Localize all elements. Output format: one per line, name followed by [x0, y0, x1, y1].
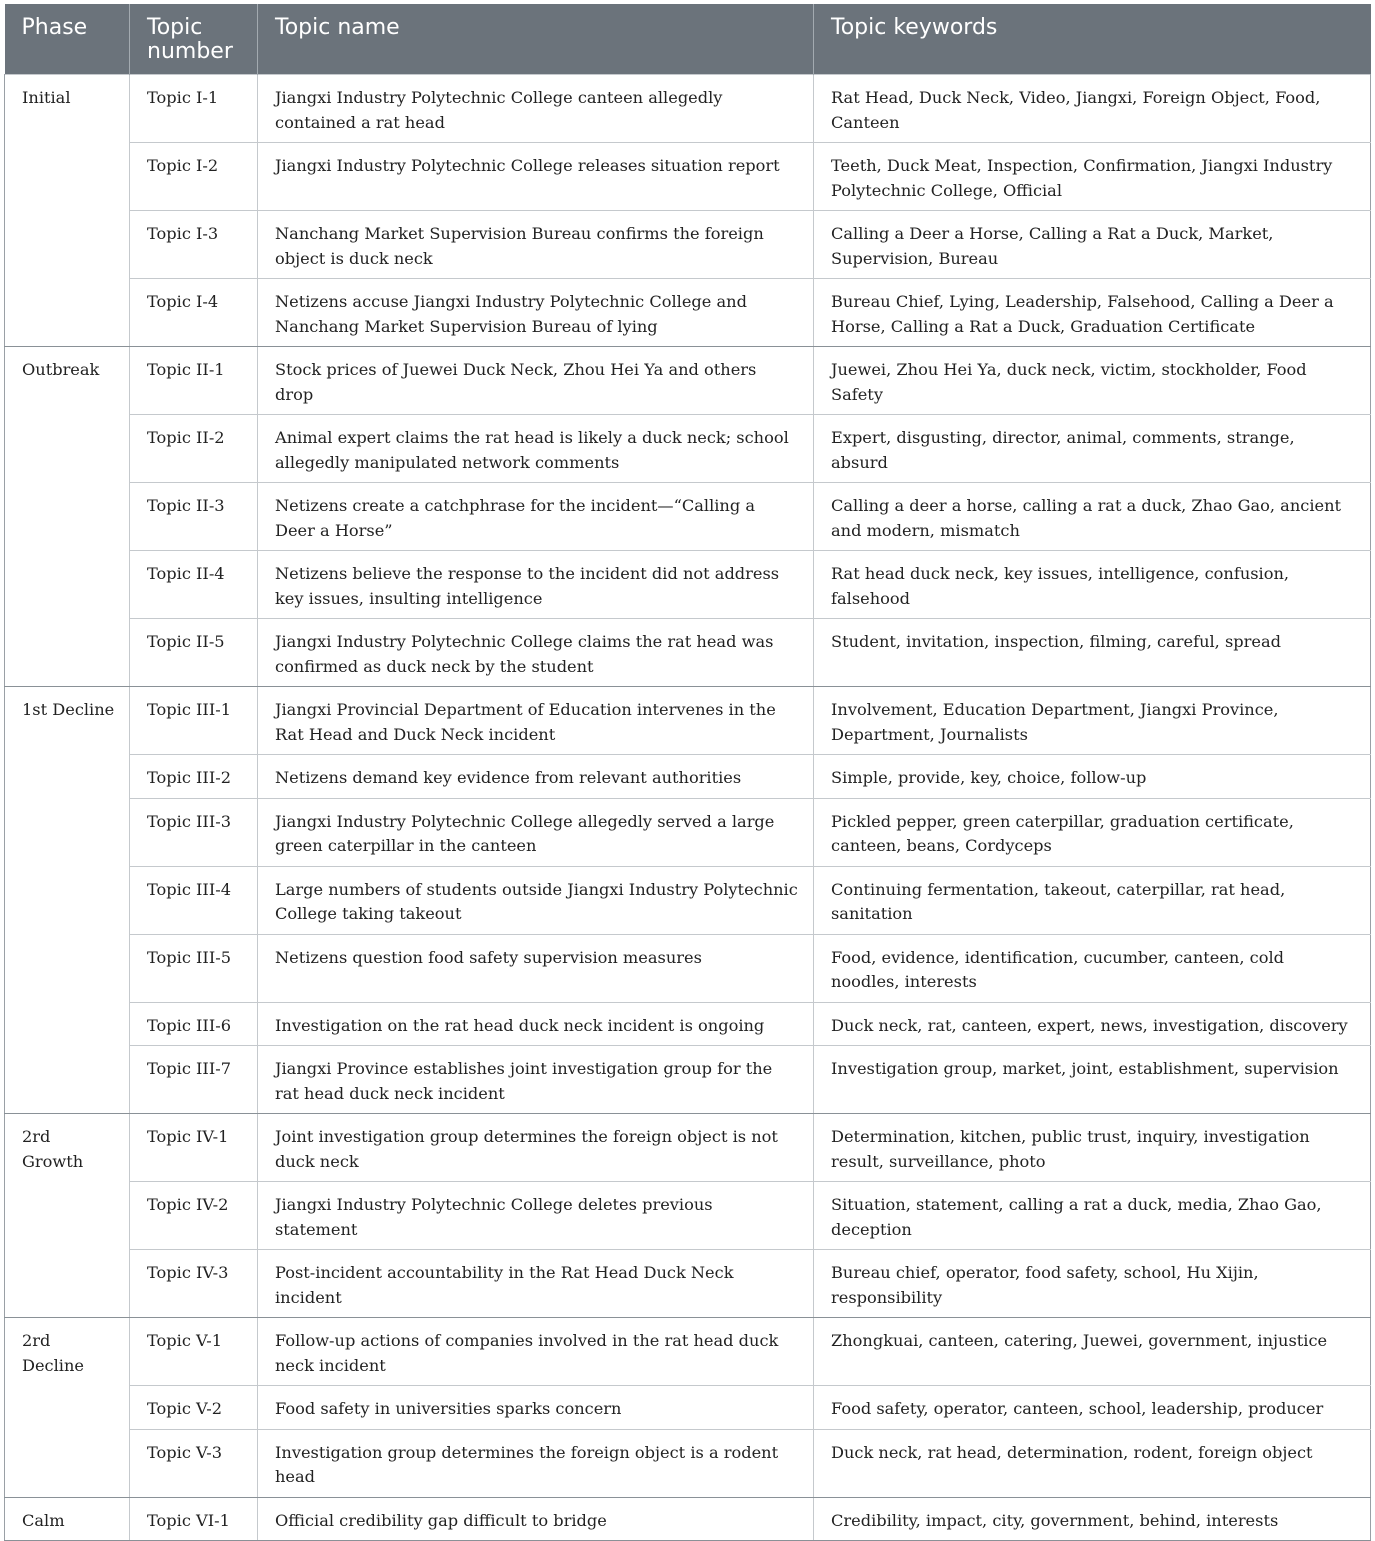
topic-keywords-cell: Determination, kitchen, public trust, inquiry, investigation result, surveillance, photo: [814, 1114, 1371, 1182]
table-row: [5, 551, 1371, 619]
topic-number-cell: Topic V-3: [130, 1429, 258, 1497]
header-topic-number: Topic number: [130, 4, 258, 75]
table-row: [5, 75, 1371, 143]
topic-keywords-cell: Bureau Chief, Lying, Leadership, Falsehood, Calling a Deer a Horse, Calling a Rat a Duck, Graduation Certificate: [814, 279, 1371, 347]
topic-keywords-cell: Calling a deer a horse, calling a rat a duck, Zhao Gao, ancient and modern, mismatch: [814, 483, 1371, 551]
topic-number-cell: Topic I-4: [130, 279, 258, 347]
topic-name-cell: Jiangxi Provincial Department of Education intervenes in the Rat Head and Duck Neck incident: [258, 687, 814, 755]
topic-keywords-cell: Duck neck, rat head, determination, rodent, foreign object: [814, 1429, 1371, 1497]
topic-number-cell: Topic III-1: [130, 687, 258, 755]
topic-name-cell: Netizens create a catchphrase for the incident—“Calling a Deer a Horse”: [258, 483, 814, 551]
table-row: [5, 483, 1371, 551]
topic-number-cell: Topic VI-1: [130, 1497, 258, 1541]
topic-name-cell: Netizens accuse Jiangxi Industry Polytechnic College and Nanchang Market Supervision Bureau of lying: [258, 279, 814, 347]
topic-name-cell: Joint investigation group determines the foreign object is not duck neck: [258, 1114, 814, 1182]
topic-name-cell: Jiangxi Industry Polytechnic College releases situation report: [258, 143, 814, 211]
table-row: [5, 687, 1371, 755]
topic-number-cell: Topic II-1: [130, 347, 258, 415]
table-row: [5, 798, 1371, 866]
topic-name-cell: Large numbers of students outside Jiangxi Industry Polytechnic College taking takeout: [258, 866, 814, 934]
table-row: [5, 1429, 1371, 1497]
topic-number-cell: Topic IV-3: [130, 1250, 258, 1318]
table-body: [5, 75, 1371, 1541]
topic-keywords-cell: Student, invitation, inspection, filming, careful, spread: [814, 619, 1371, 687]
table-row: [5, 1386, 1371, 1430]
topics-table: [4, 4, 1371, 1541]
topic-keywords-cell: Food, evidence, identification, cucumber, canteen, cold noodles, interests: [814, 934, 1371, 1002]
topic-name-cell: Jiangxi Industry Polytechnic College canteen allegedly contained a rat head: [258, 75, 814, 143]
topic-keywords-cell: Zhongkuai, canteen, catering, Juewei, government, injustice: [814, 1318, 1371, 1386]
header-topic-keywords: Topic keywords: [814, 4, 1371, 75]
table-row: [5, 1182, 1371, 1250]
topic-number-cell: Topic II-3: [130, 483, 258, 551]
topic-keywords-cell: Continuing fermentation, takeout, caterpillar, rat head, sanitation: [814, 866, 1371, 934]
topic-number-cell: Topic II-4: [130, 551, 258, 619]
topic-keywords-cell: Juewei, Zhou Hei Ya, duck neck, victim, stockholder, Food Safety: [814, 347, 1371, 415]
topic-name-cell: Investigation group determines the foreign object is a rodent head: [258, 1429, 814, 1497]
topic-name-cell: Food safety in universities sparks concern: [258, 1386, 814, 1430]
topic-name-cell: Netizens believe the response to the incident did not address key issues, insulting intelligence: [258, 551, 814, 619]
table-row: [5, 1318, 1371, 1386]
topic-number-cell: Topic I-3: [130, 211, 258, 279]
topic-name-cell: Jiangxi Industry Polytechnic College deletes previous statement: [258, 1182, 814, 1250]
table-row: [5, 934, 1371, 1002]
topic-number-cell: Topic IV-2: [130, 1182, 258, 1250]
table-row: [5, 347, 1371, 415]
topic-name-cell: Netizens demand key evidence from relevant authorities: [258, 755, 814, 799]
topic-number-cell: Topic III-6: [130, 1002, 258, 1046]
table-row: [5, 143, 1371, 211]
topic-number-cell: Topic III-4: [130, 866, 258, 934]
table-row: [5, 279, 1371, 347]
phase-cell: Calm: [5, 1497, 130, 1541]
topic-keywords-cell: Situation, statement, calling a rat a duck, media, Zhao Gao, deception: [814, 1182, 1371, 1250]
table-row: [5, 415, 1371, 483]
topic-number-cell: Topic IV-1: [130, 1114, 258, 1182]
topic-keywords-cell: Involvement, Education Department, Jiangxi Province, Department, Journalists: [814, 687, 1371, 755]
topic-name-cell: Netizens question food safety supervision measures: [258, 934, 814, 1002]
topic-keywords-cell: Rat Head, Duck Neck, Video, Jiangxi, Foreign Object, Food, Canteen: [814, 75, 1371, 143]
topic-name-cell: Jiangxi Province establishes joint investigation group for the rat head duck neck incident: [258, 1046, 814, 1114]
topic-number-cell: Topic II-2: [130, 415, 258, 483]
topic-name-cell: Jiangxi Industry Polytechnic College claims the rat head was confirmed as duck neck by the student: [258, 619, 814, 687]
table-row: [5, 1250, 1371, 1318]
topic-keywords-cell: Investigation group, market, joint, establishment, supervision: [814, 1046, 1371, 1114]
topic-keywords-cell: Food safety, operator, canteen, school, leadership, producer: [814, 1386, 1371, 1430]
table-row: [5, 1497, 1371, 1541]
table-row: [5, 1114, 1371, 1182]
topic-name-cell: Nanchang Market Supervision Bureau confirms the foreign object is duck neck: [258, 211, 814, 279]
header-topic-name: Topic name: [258, 4, 814, 75]
topic-keywords-cell: Expert, disgusting, director, animal, comments, strange, absurd: [814, 415, 1371, 483]
topic-name-cell: Stock prices of Juewei Duck Neck, Zhou Hei Ya and others drop: [258, 347, 814, 415]
topic-keywords-cell: Teeth, Duck Meat, Inspection, Confirmation, Jiangxi Industry Polytechnic College, Official: [814, 143, 1371, 211]
table-row: [5, 866, 1371, 934]
topic-name-cell: Animal expert claims the rat head is likely a duck neck; school allegedly manipulated network comments: [258, 415, 814, 483]
phase-cell: 2rd Growth: [5, 1114, 130, 1318]
phase-cell: 2rd Decline: [5, 1318, 130, 1498]
topic-keywords-cell: Calling a Deer a Horse, Calling a Rat a Duck, Market, Supervision, Bureau: [814, 211, 1371, 279]
phase-cell: Initial: [5, 75, 130, 347]
topic-keywords-cell: Credibility, impact, city, government, behind, interests: [814, 1497, 1371, 1541]
topic-name-cell: Post-incident accountability in the Rat Head Duck Neck incident: [258, 1250, 814, 1318]
topic-keywords-cell: Bureau chief, operator, food safety, school, Hu Xijin, responsibility: [814, 1250, 1371, 1318]
topic-number-cell: Topic III-2: [130, 755, 258, 799]
phase-cell: Outbreak: [5, 347, 130, 687]
topic-number-cell: Topic V-2: [130, 1386, 258, 1430]
topic-number-cell: Topic V-1: [130, 1318, 258, 1386]
table-row: [5, 1046, 1371, 1114]
header-row: [5, 4, 1371, 75]
topic-name-cell: Jiangxi Industry Polytechnic College allegedly served a large green caterpillar in the canteen: [258, 798, 814, 866]
table-row: [5, 755, 1371, 799]
topic-name-cell: Official credibility gap difficult to bridge: [258, 1497, 814, 1541]
table-row: [5, 619, 1371, 687]
topic-number-cell: Topic II-5: [130, 619, 258, 687]
topic-keywords-cell: Rat head duck neck, key issues, intelligence, confusion, falsehood: [814, 551, 1371, 619]
topic-keywords-cell: Duck neck, rat, canteen, expert, news, investigation, discovery: [814, 1002, 1371, 1046]
topic-name-cell: Investigation on the rat head duck neck incident is ongoing: [258, 1002, 814, 1046]
topic-number-cell: Topic III-5: [130, 934, 258, 1002]
topic-number-cell: Topic I-1: [130, 75, 258, 143]
table-header: [5, 4, 1371, 75]
table-row: [5, 1002, 1371, 1046]
topic-name-cell: Follow-up actions of companies involved in the rat head duck neck incident: [258, 1318, 814, 1386]
topic-number-cell: Topic III-7: [130, 1046, 258, 1114]
table-row: [5, 211, 1371, 279]
header-phase: Phase: [5, 4, 130, 75]
phase-cell: 1st Decline: [5, 687, 130, 1114]
topic-number-cell: Topic I-2: [130, 143, 258, 211]
topic-keywords-cell: Pickled pepper, green caterpillar, graduation certificate, canteen, beans, Cordyceps: [814, 798, 1371, 866]
topic-keywords-cell: Simple, provide, key, choice, follow-up: [814, 755, 1371, 799]
topic-number-cell: Topic III-3: [130, 798, 258, 866]
